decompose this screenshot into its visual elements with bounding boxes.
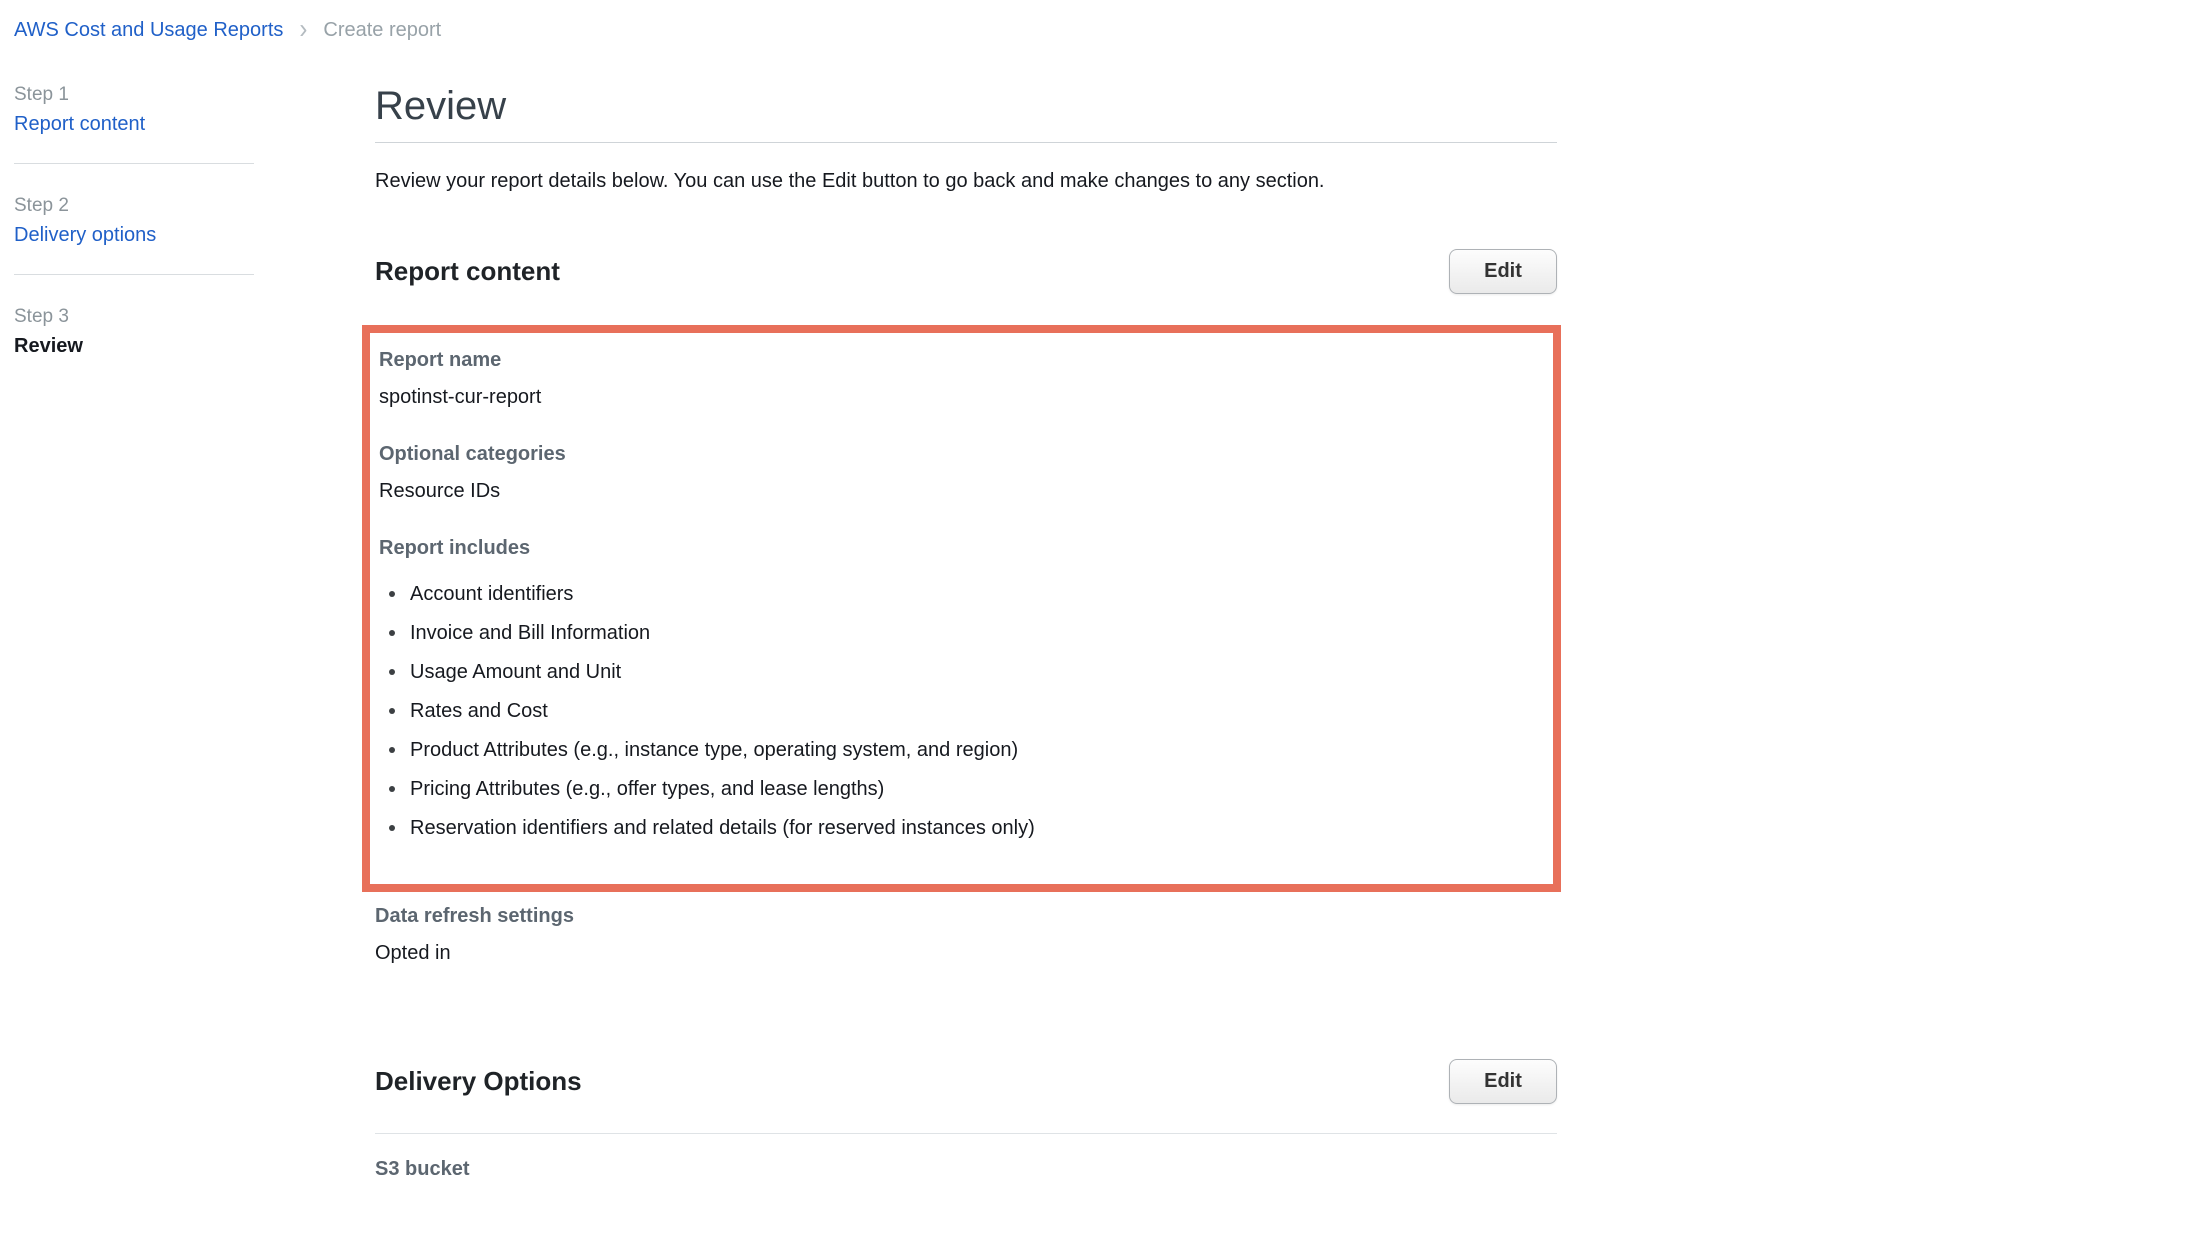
report-includes-label: Report includes — [379, 537, 531, 559]
page-title: Review — [375, 84, 507, 128]
report-content-highlight-box — [362, 325, 1561, 892]
delivery-options-heading: Delivery Options — [375, 1065, 582, 1096]
report-includes-item: Invoice and Bill Information — [379, 620, 1533, 646]
report-includes-item: Pricing Attributes (e.g., offer types, and lease lengths) — [379, 776, 1533, 802]
delivery-options-header-row — [375, 1058, 1557, 1104]
data-refresh-label: Data refresh settings — [375, 905, 574, 927]
step-1-number: Step 1 — [14, 84, 69, 105]
report-includes-list — [379, 581, 1533, 841]
edit-report-content-button[interactable]: Edit — [1449, 249, 1557, 294]
report-includes-item: Usage Amount and Unit — [379, 659, 1533, 685]
data-refresh-field — [375, 905, 574, 965]
report-includes-field — [379, 537, 1533, 841]
s3-bucket-label: S3 bucket — [375, 1158, 470, 1180]
main-content — [375, 0, 1557, 1254]
step-2-number: Step 2 — [14, 195, 69, 216]
report-content-header-row — [375, 248, 1557, 294]
report-includes-item: Product Attributes (e.g., instance type, operating system, and region) — [379, 737, 1533, 763]
sidebar-divider — [14, 163, 254, 164]
data-refresh-value: Opted in — [375, 942, 451, 964]
report-includes-item: Rates and Cost — [379, 698, 1533, 724]
report-name-value: spotinst-cur-report — [379, 386, 542, 408]
sidebar-divider — [14, 274, 254, 275]
sidebar-item-report-content[interactable]: Report content — [14, 113, 146, 135]
optional-categories-value: Resource IDs — [379, 480, 501, 502]
report-content-heading: Report content — [375, 255, 560, 286]
edit-delivery-options-button[interactable]: Edit — [1449, 1059, 1557, 1104]
sidebar-item-review-current: Review — [14, 335, 83, 357]
breadcrumb-link-cur[interactable]: AWS Cost and Usage Reports — [14, 18, 284, 41]
report-name-label: Report name — [379, 349, 502, 371]
title-divider — [375, 142, 1557, 143]
steps-sidebar — [14, 84, 254, 385]
report-name-field — [379, 349, 1533, 409]
step-3-number: Step 3 — [14, 306, 69, 327]
delivery-options-divider — [375, 1133, 1557, 1134]
breadcrumb-current: Create report — [323, 18, 442, 41]
sidebar-item-delivery-options[interactable]: Delivery options — [14, 224, 157, 246]
report-includes-item: Account identifiers — [379, 581, 1533, 607]
breadcrumb-chevron-icon: › — [299, 13, 308, 45]
optional-categories-field — [379, 443, 1533, 503]
optional-categories-label: Optional categories — [379, 443, 566, 465]
report-includes-item: Reservation identifiers and related details (for reserved instances only) — [379, 815, 1533, 841]
page-description: Review your report details below. You can use the Edit button to go back and make changes to any section. — [375, 170, 1325, 192]
